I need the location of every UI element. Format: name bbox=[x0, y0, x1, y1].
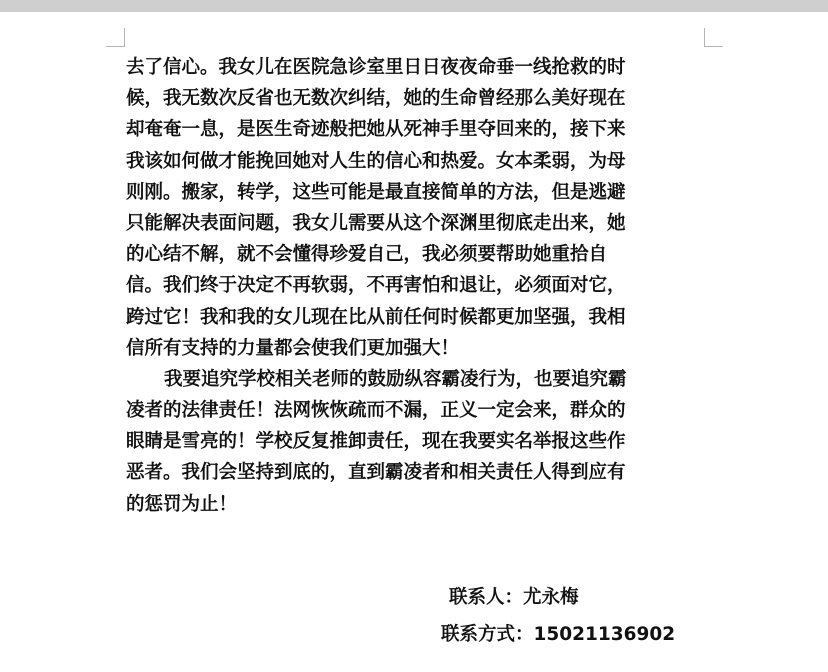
paragraph-line: 信所有支持的力量都会使我们更加强大！ bbox=[126, 337, 460, 359]
paragraph-line: 我要追究学校相关老师的鼓励纵容霸凌行为，也要追究霸 bbox=[164, 368, 627, 390]
document-body bbox=[126, 52, 706, 520]
paragraph-line: 只能解决表面问题，我女儿需要从这个深渊里彻底走出来，她 bbox=[126, 212, 626, 234]
page-margin-corner-top-left bbox=[106, 28, 125, 47]
paragraph-line: 候，我无数次反省也无数次纠结，她的生命曾经那么美好现在 bbox=[126, 88, 626, 110]
paragraph-line: 恶者。我们会坚持到底的，直到霸凌者和相关责任人得到应有 bbox=[126, 462, 626, 484]
window-top-bar bbox=[0, 0, 828, 12]
paragraph-2 bbox=[126, 364, 706, 520]
paragraph-line: 去了信心。我女儿在医院急诊室里日日夜夜命垂一线抢救的时 bbox=[126, 57, 626, 78]
paragraph-line: 的惩罚为止！ bbox=[126, 493, 238, 515]
paragraph-line: 却奄奄一息，是医生奇迹般把她从死神手里夺回来的，接下来 bbox=[126, 119, 626, 141]
contact-person: 联系人：尤永梅 bbox=[449, 587, 579, 608]
paragraph-line: 我该如何做才能挽回她对人生的信心和热爱。女本柔弱，为母 bbox=[126, 150, 626, 172]
paragraph-line: 的心结不解，就不会懂得珍爱自己，我必须要帮助她重拾自 bbox=[126, 244, 608, 266]
paragraph-line: 则刚。搬家，转学，这些可能是最直接简单的方法，但是逃避 bbox=[126, 181, 626, 203]
paragraph-line: 眼睛是雪亮的！学校反复推卸责任，现在我要实名举报这些作 bbox=[126, 431, 626, 453]
paragraph-line: 信。我们终于决定不再软弱，不再害怕和退让，必须面对它， bbox=[126, 275, 626, 297]
paragraph-line: 跨过它！我和我的女儿现在比从前任何时候都更加坚强，我相 bbox=[126, 306, 626, 328]
page-margin-corner-top-right bbox=[704, 28, 723, 47]
paragraph-line: 凌者的法律责任！法网恢恢疏而不漏，正义一定会来，群众的 bbox=[126, 400, 626, 422]
paragraph-1 bbox=[126, 52, 706, 364]
contact-phone: 联系方式：15021136902 bbox=[441, 624, 676, 645]
